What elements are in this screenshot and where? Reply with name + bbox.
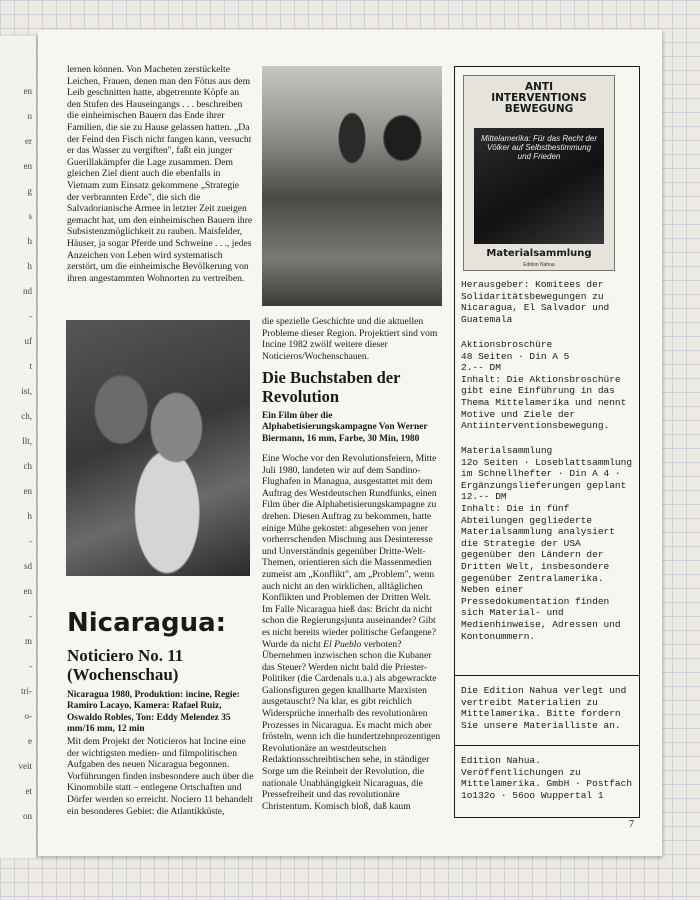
buchstaben-heading: Die Buchstaben der Revolution [262,368,401,406]
previous-page-fragment: ist, [21,386,32,396]
children-photo [66,320,250,576]
material-title: Materialsammlung [461,445,553,456]
magazine-page [38,30,662,856]
previous-page-fragment: ch [23,461,32,471]
nicaragua-heading: Nicaragua: [67,608,227,638]
cover-title [464,82,614,115]
aktions-inhalt: Inhalt: Die Aktionsbroschüre gibt eine Einführung in das Thema Mittelamerika und nennt Motive und Ziele der Antiinterventionsbewegung. [461,373,627,432]
aktions-price: 2.-- DM [461,362,501,374]
cover-subtitle: Mittelamerika: Für das Recht der Völker auf Selbstbestimmung und Frieden [480,134,598,161]
herausgeber-text: Herausgeber: Komitees der Solidaritätsbewegungen zu Nicaragua, El Salvador und Guatemala [461,279,610,325]
article-continuation-text: lernen können. Von Macheten zerstückelte Leichen, Frauen, denen man den Fötus aus dem Leib geschnitten hatte, abgetrennte Köpfe an den Stufen des Hauseingangs . . . beschreiben die einheimischen Bauern das Ende ihrer Familien, die sie zu Hause gelassen hatten. „Da der Feind den Fisch nicht fangen kann, versucht er das Wasser zu vergiften", faßt ein junger Guerillakämpfer die Lage zusammen. Dem gleichen Ziel dient auch die ebenfalls in Vietnam zum Einsatz gekommene „Strategie der verbrannten Erde", die sich die Salvadorianische Armee in letzter Zeit zueigen gemacht hat, um den einheimischen Bauern ihre Subsistenzmöglichkeit zu rauben. Maisfelder, Häuser, ja sogar Pferde und Schweine . . ., jedes Anzeichen von Leben wird systematisch zerstört, um die einheimische Bevölkerung von ihren angestammten Wohnorten zu vertreiben. [67,64,253,284]
previous-page-fragment: n [27,111,32,121]
previous-page-fragment: m [24,636,32,646]
publication-info-box [454,66,640,818]
divider [455,675,639,676]
brochure-cover [463,75,615,271]
aktions-title: Aktionsbroschüre [461,339,553,350]
noticiero-body-continued: die spezielle Geschichte und die aktuellen Probleme dieser Region. Projektiert sind vom Incine 1982 zwölf weitere dieser Noticieros/Wochenschauen. [262,316,438,362]
material-section [461,445,635,642]
page-number: 7 [629,819,634,830]
cover-title-line: ANTI [525,81,553,93]
previous-page-fragment: o- [24,711,32,721]
previous-page-fragment: - [29,611,32,621]
cover-title-line: BEWEGUNG [504,103,574,115]
buchstaben-body-part-b: verboten? Übernehmen inzwischen schon die Kubaner das Steuer? Werden nicht bald die Priester-Politiker (die Cardenals u.a.) als abgewrackte Galionsfiguren gegen knallharte Marxisten ausgetauscht? Na klar, es gibt reichlich Widersprüche innerhalb des revolutionären Prozesses in Nicaragua. Es macht mich aber frösteln, wenn ich die hundertzehnprozentigen Revolutionäre an westdeutschen Redaktionsschreibtischen sehe, in ständiger Sorge um die Reinheit der Revolution, die nationale Unabhängigkeit Nicaraguas, die Pressefreiheit und das revolutionäre Christentum. Komisch bloß, daß kaum [262,638,441,812]
cover-materialsammlung: Materialsammlung [486,248,592,259]
previous-page-fragment: h [27,261,32,271]
previous-page-fragment: g [27,186,32,196]
camera-crew-photo [262,66,442,306]
material-format: 12o Seiten · Loseblattsammlung im Schnellhefter · Din A 4 · Ergänzungslieferungen geplant [461,456,633,491]
divider [455,745,639,746]
previous-page-fragment: uf [24,336,32,346]
previous-page-fragment: h [27,236,32,246]
previous-page-fragment: et [25,786,32,796]
previous-page-fragment: veit [18,761,32,771]
previous-page-fragment: on [23,811,32,821]
previous-page-fragment: h [27,511,32,521]
previous-page-fragment: en [23,586,32,596]
previous-page-fragment: llt, [22,436,32,446]
address-text: Edition Nahua. Veröffentlichungen zu Mittelamerika. GmbH · Postfach 1o132o · 56oo Wuppertal 1 [461,755,633,801]
buchstaben-body-part-a: Eine Woche vor den Revolutionsfeiern, Mitte Juli 1980, landeten wir auf dem Sandino-Flughafen in Managua, ausgestattet mit dem Auftrag des Westdeutschen Rundfunks, einen Film über die Alphabetisierungskampagne zu drehen. Diesen Auftrag zu bekommen, hatte einige Mühe gekostet: abgesehen von jener vorherrschenden Mischung aus Desinteresse und Unverständnis gegenüber Dritte-Welt-Themen, orientieren sich die Massenmedien zumeist am „Konflikt", am „Problem", wenn auch nicht an den wirklichen, alltäglichen Konflikten und Problemen der Dritten Welt. Im Falle Nicaragua hieß das: Bricht da nicht schon die Regierungsjunta auseinander? Gibt es nicht bereits wieder politische Gefangene? Wurde da nicht [262,453,437,650]
edition-info-text: Die Edition Nahua verlegt und vertreibt Materialien zu Mittelamerika. Bitte fordern Sie unsere Materialliste an. [461,685,627,731]
cover-edition: Edition Nahua [523,262,555,268]
previous-page-fragment: - [29,311,32,321]
aktions-section [461,339,635,432]
previous-page-fragment: en [23,86,32,96]
noticiero-heading: Noticiero No. 11 (Wochenschau) [67,646,184,684]
previous-page-fragment: - [29,661,32,671]
previous-page-edge [0,36,37,858]
buchstaben-credits: Ein Film über die Alphabetisierungskampagne Von Werner Biermann, 16 mm, Farbe, 30 Min, 1980 [262,411,428,444]
previous-page-fragment: nd [23,286,32,296]
previous-page-fragment: tri- [21,686,32,696]
noticiero-body: Mit dem Projekt der Noticieros hat Incine eine der wichtigsten medien- und filmpolitischen Aufgaben des neuen Nicaragua begonnen. Vorführungen finden insbesondere auch über die Kinomobile statt – entlegene Ortschaften und Dörfer werden so erreicht. Nociero 11 behandelt ein besonderes Gebiet: die Atlantikküste, [67,736,254,817]
material-price: 12.-- DM [461,491,507,503]
previous-page-fragment: en [23,486,32,496]
cover-title-line: INTERVENTIONS [491,92,587,104]
aktions-format: 48 Seiten · Din A 5 [461,350,570,362]
previous-page-fragment: e [28,736,32,746]
noticiero-credits: Nicaragua 1980, Produktion: incine, Regie: Ramiro Lacayo, Kamera: Rafael Ruiz, Oswaldo Robles, Ton: Eddy Melendez 35 mm/16 mm, 12 min [67,690,240,735]
previous-page-fragment: s [28,211,32,221]
previous-page-fragment: en [23,161,32,171]
previous-page-fragment: ch, [21,411,32,421]
cover-image [474,128,604,244]
previous-page-fragment: sd [23,561,32,571]
material-inhalt: Inhalt: Die in fünf Abteilungen gegliederte Materialsammlung analysiert die Strategie der USA gegenüber den Ländern der Dritten Welt, insbesondere gegenüber Zentralamerika. Neben einer Pressedokumentation finden sich Material- und Medienhinweise, Adressen und Kontonummern. [461,502,621,642]
previous-page-fragment: t [29,361,32,371]
previous-page-fragment: - [29,536,32,546]
previous-page-fragment: er [25,136,32,146]
buchstaben-body [262,453,444,812]
el-pueblo-italic: El Pueblo [323,638,362,650]
